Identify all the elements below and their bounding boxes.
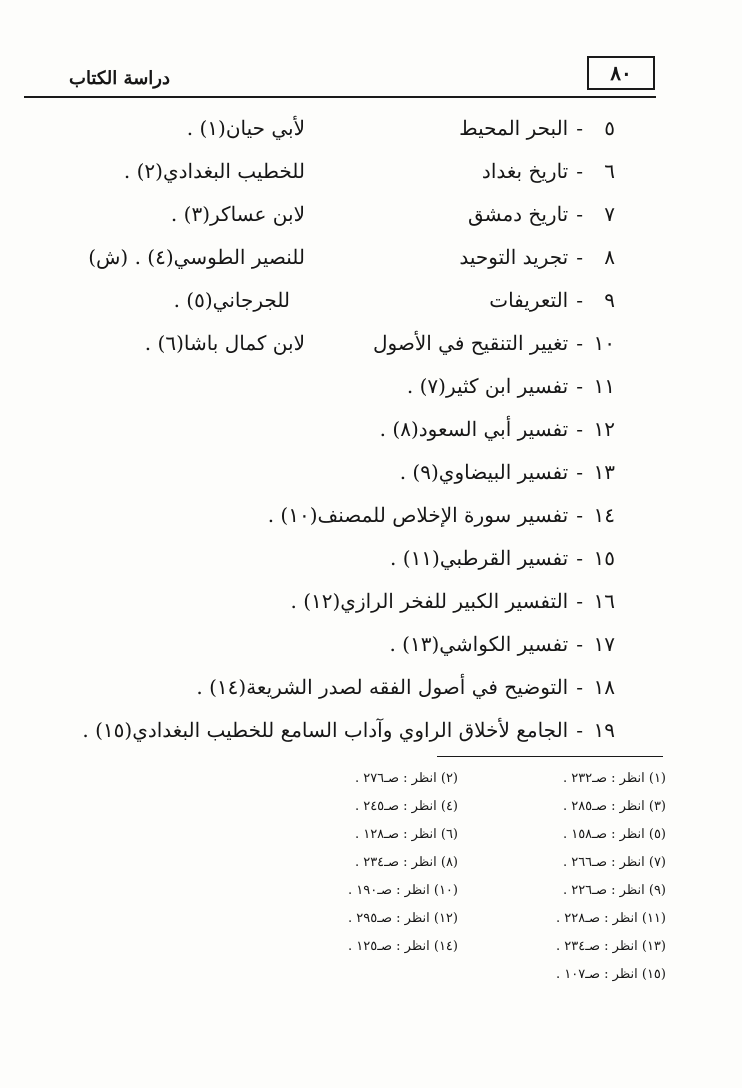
list-item-author: لابن كمال باشا(٦) . (144, 331, 305, 355)
list-item: ٥-البحر المحيط (459, 116, 615, 140)
list-item: ١٢-تفسير أبي السعود(٨) . (379, 417, 615, 441)
list-item: ٨-تجريد التوحيد (459, 245, 615, 269)
footnote: (١) انظر : صـ٢٣٢ . (562, 771, 666, 786)
list-item-author: للخطيب البغدادي(٢) . (123, 159, 305, 183)
footnote: (١٠) انظر : صـ١٩٠ . (347, 883, 458, 898)
footnote: (١١) انظر : صـ٢٢٨ . (555, 911, 666, 926)
list-item-author: للنصير الطوسي(٤) . (ش) (88, 245, 305, 269)
running-head: دراسة الكتاب (69, 68, 170, 89)
footnote: (٤) انظر : صـ٢٤٥ . (354, 799, 458, 814)
footnote: (٧) انظر : صـ٢٦٦ . (562, 855, 666, 870)
list-item: ١٤-تفسير سورة الإخلاص للمصنف(١٠) . (267, 503, 615, 527)
footnote: (٣) انظر : صـ٢٨٥ . (562, 799, 666, 814)
page-number: ٨٠ (587, 56, 655, 90)
footnote: (٦) انظر : صـ١٢٨ . (354, 827, 458, 842)
footnote: (١٢) انظر : صـ٢٩٥ . (347, 911, 458, 926)
footnote: (١٣) انظر : صـ٢٣٤ . (555, 939, 666, 954)
footnote: (٩) انظر : صـ٢٢٦ . (562, 883, 666, 898)
list-item: ١٠-تغيير التنقيح في الأصول (373, 331, 615, 355)
list-item: ١٨-التوضيح في أصول الفقه لصدر الشريعة(١٤) . (196, 675, 615, 699)
list-item: ١٣-تفسير البيضاوي(٩) . (399, 460, 615, 484)
list-item: ٧-تاريخ دمشق (467, 202, 615, 226)
footnote: (١٥) انظر : صـ١٠٧ . (555, 967, 666, 982)
list-item: ٩-التعريفات (489, 288, 615, 312)
list-item: ١٧-تفسير الكواشي(١٣) . (389, 632, 615, 656)
list-item: ٦-تاريخ بغداد (481, 159, 615, 183)
footnote: (١٤) انظر : صـ١٢٥ . (347, 939, 458, 954)
footnote-separator (437, 756, 663, 757)
header-rule (24, 96, 656, 98)
footnote: (٥) انظر : صـ١٥٨ . (562, 827, 666, 842)
list-item: ١١-تفسير ابن كثير(٧) . (406, 374, 615, 398)
list-item: ١٩-الجامع لأخلاق الراوي وآداب السامع للخطيب البغدادي(١٥) . (82, 718, 615, 742)
footnote: (٢) انظر : صـ٢٧٦ . (354, 771, 458, 786)
list-item: ١٥-تفسير القرطبي(١١) . (390, 546, 615, 570)
list-item-author: للجرجاني(٥) . (173, 288, 290, 312)
list-item-author: لأبي حيان(١) . (186, 116, 305, 140)
list-item-author: لابن عساكر(٣) . (170, 202, 305, 226)
list-item: ١٦-التفسير الكبير للفخر الرازي(١٢) . (290, 589, 615, 613)
footnote: (٨) انظر : صـ٢٣٤ . (354, 855, 458, 870)
